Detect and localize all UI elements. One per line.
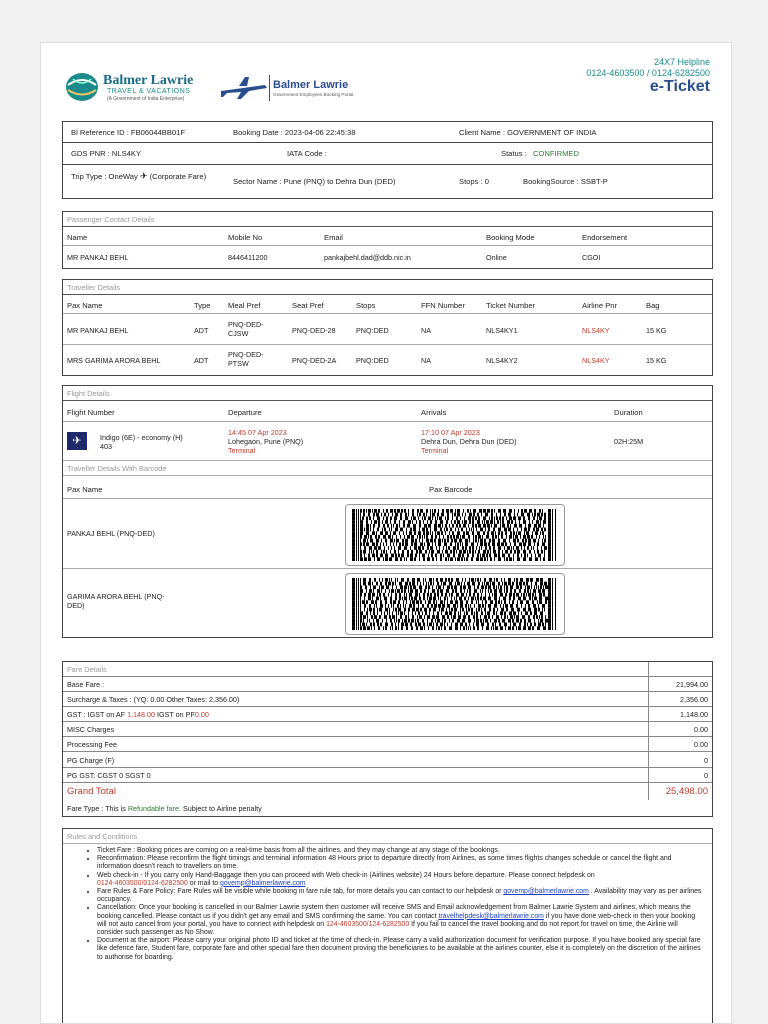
trav-header-ffn: FFN Number bbox=[421, 301, 465, 310]
airline-name: Indigo (6E) - economy (H) bbox=[100, 433, 183, 442]
contact-mobile: 8446411200 bbox=[228, 253, 268, 262]
balmer-travel-logo bbox=[65, 71, 215, 105]
contact-title: Passenger Contact Details bbox=[67, 215, 155, 224]
status-label: Status : bbox=[501, 149, 527, 158]
logo1-tagline: (A Government of India Enterprise) bbox=[107, 96, 185, 102]
logo1-name: Balmer Lawrie bbox=[103, 73, 194, 88]
trav-header-seat: Seat Pref bbox=[292, 301, 324, 310]
rule-ticket-fare: • Ticket Fare : Booking prices are coming on a real-time basis from all the airlines, and they may change at any stage of the bookings. bbox=[97, 847, 704, 855]
logo2-sub: Government Employees Booking Portal bbox=[273, 92, 354, 97]
barcode-pax-2: GARIMA ARORA BEHL (PNQ-DED) bbox=[67, 592, 165, 610]
surcharge-value: 2,356.00 bbox=[680, 695, 708, 704]
helpline-numbers: 0124-4603500 / 0124-6282500 bbox=[586, 68, 710, 78]
booking-ref-row bbox=[62, 121, 713, 143]
client-name: Client Name : GOVERNMENT OF INDIA bbox=[459, 128, 597, 137]
document-title: e-Ticket bbox=[649, 78, 710, 95]
rule-fare-policy: • Fare Rules & Fare Policy: Fare Rules will be visible while booking in fare rule tab, for more details you can contact to our helpdesk or govemp@balmerlawrie.com . Availability may vary as per airlines occupancy. bbox=[97, 888, 704, 904]
trip-type: Trip Type : OneWay ✈ (Corporate Fare) bbox=[71, 171, 207, 181]
rules-section bbox=[62, 828, 713, 1023]
table-row: MR PANKAJ BEHL ADT PNQ-DED-CJSW PNQ-DED-28 PNQ:DED NA NLS4KY1 NLS4KY 15 KG bbox=[67, 320, 667, 338]
base-fare-value: 21,994.00 bbox=[676, 680, 708, 689]
contact-endorsement: CGOI bbox=[582, 253, 601, 262]
trav-header-type: Type bbox=[194, 301, 211, 310]
arrival-terminal: Terminal bbox=[421, 446, 449, 455]
trav-header-stops: Stops bbox=[356, 301, 376, 310]
gds-row bbox=[62, 143, 713, 165]
arrival-time: 17:10 07 Apr 2023 bbox=[421, 428, 480, 437]
gst-value: 1,148.00 bbox=[680, 710, 708, 719]
boarding-barcode-1 bbox=[345, 504, 565, 566]
rule-reconfirmation: • Reconfirmation: Please reconfirm the flight timings and terminal information 48 Hours prior to departure directly from Airlines, as some times flights changes schedule or cancel the flight and information doesn't reach to travellers on time. bbox=[97, 855, 704, 871]
contact-name: MR PANKAJ BEHL bbox=[67, 253, 129, 262]
travelhelpdesk-mail-link[interactable]: travelhelpdesk@balmerlawrie.com bbox=[438, 912, 544, 920]
boarding-barcode-2 bbox=[345, 573, 565, 635]
govemp-mail-link-2[interactable]: govemp@balmerlawrie.com bbox=[503, 888, 589, 896]
flight-duration: 02H:25M bbox=[614, 437, 644, 446]
gst-label: GST : IGST on AF 1,148.00 IGST on PF0.00 bbox=[67, 710, 209, 719]
barcode-pax-1: PANKAJ BEHL (PNQ-DED) bbox=[67, 529, 155, 538]
departure-place: Lohegaon, Pune (PNQ) bbox=[228, 437, 304, 446]
contact-section bbox=[62, 211, 713, 269]
balmer-portal-logo bbox=[219, 75, 369, 105]
traveller-title: Traveller Details bbox=[67, 283, 121, 292]
traveller-section bbox=[62, 279, 713, 376]
flight-number: 403 bbox=[100, 442, 112, 451]
fare-section: Fare Details Base Fare : 21,994.00 Surcharge & Taxes : (YQ: 0.00 Other Taxes: 2,356.00) 2,356.00 GST : IGST on AF 1,148.00 IGST on PF0.00 1,148.00 MISC Charges 0.00 Processing Fee 0.00 PG Charge (F) 0 PG GST: CGST 0 SGST 0 0 Grand Total 25,498.00 Fare Type : This is Refundable fare. Subject to Airline penalty bbox=[62, 661, 713, 817]
fare-type: Fare Type : This is Refundable fare. Subject to Airline penalty bbox=[67, 804, 262, 813]
departure-time: 14:45 07 Apr 2023 bbox=[228, 428, 287, 437]
contact-header-email: Email bbox=[324, 233, 343, 242]
airline-logo-icon: ✈ bbox=[67, 432, 87, 450]
barcode-header-pax: Pax Name bbox=[67, 485, 103, 494]
rule-documents: • Document at the airport: Please carry your original photo ID and ticket at the time of check-in. Please carry a valid authorization document for verification purpose. If you have booked any special fare like defence fare, Student fare, corporate fare and other special fare then document proving the beneficiaries to be available at the airlines counter, else it is completely on the discretion of the airlines to authorise for boarding. bbox=[97, 937, 704, 962]
rules-title: Rules and Conditions bbox=[67, 832, 138, 841]
trip-row bbox=[62, 165, 713, 199]
sector-name: Sector Name : Pune (PNQ) to Dehra Dun (DED) bbox=[233, 177, 396, 186]
logo2-name: Balmer Lawrie bbox=[273, 79, 349, 91]
trav-header-ticket: Ticket Number bbox=[486, 301, 536, 310]
contact-header-mode: Booking Mode bbox=[486, 233, 535, 242]
rule-web-checkin: • Web check-in - If you carry only Hand-Baggage then you can proceed with Web check-in (Airlines website) 24 Hours before departure. Please connect helpdesk on 0124-4603500/0124-6282500 or mail to govemp@balmerlawrie.com bbox=[97, 872, 704, 888]
globe-logo-icon bbox=[65, 71, 99, 103]
pg-gst-value: 0 bbox=[704, 771, 708, 780]
flight-header-duration: Duration bbox=[614, 408, 643, 417]
iata-code: IATA Code : bbox=[287, 149, 327, 158]
trav-header-airline-pnr: Airline Pnr bbox=[582, 301, 618, 310]
logo1-sub: TRAVEL & VACATIONS bbox=[107, 88, 191, 95]
trav-header-meal: Meal Pref bbox=[228, 301, 261, 310]
rule-cancellation: • Cancellation: Once your booking is cancelled in our Balmer Lawrie system then customer will receive SMS and Email acknowledgement from Balmer Lawrie System and airlines, which means the booking cancelled. Please contact us if you didn't get any email and SMS confirming the same. You can contact travelhelpdesk@balmerlawrie.com if you have done web-check in then your booking will not auto cancel from your portal, you have to connect with helpdesk on 124-4603500/124-6282500 If you fail to cancel the travel booking and do not report for travel on time, the Airline will consider such passenger as No Show. bbox=[97, 904, 704, 937]
contact-header-endorsement: Endorsement bbox=[582, 233, 628, 242]
gds-pnr: GDS PNR : NLS4KY bbox=[71, 149, 142, 158]
contact-email: pankajbehl.dad@ddb.nic.in bbox=[324, 253, 411, 262]
departure-terminal: Terminal bbox=[228, 446, 256, 455]
bl-reference: Bl Reference ID : FB06044BB01F bbox=[71, 128, 185, 137]
table-row: MRS GARIMA ARORA BEHL ADT PNQ-DED-PTSW PNQ-DED-2A PNQ:DED NA NLS4KY2 NLS4KY 15 KG bbox=[67, 350, 667, 368]
fare-title: Fare Details bbox=[67, 665, 107, 674]
flight-section bbox=[62, 385, 713, 638]
contact-mode: Online bbox=[486, 253, 507, 262]
processing-value: 0.00 bbox=[694, 740, 708, 749]
barcode-title: Traveller Details With Barcode bbox=[67, 464, 167, 473]
misc-value: 0.00 bbox=[694, 725, 708, 734]
status-badge: CONFIRMED bbox=[533, 149, 579, 158]
trav-header-pax: Pax Name bbox=[67, 301, 103, 310]
booking-date: Booking Date : 2023-04-06 22:45:38 bbox=[233, 128, 356, 137]
flight-header-number: Flight Number bbox=[67, 408, 115, 417]
stops: Stops : 0 bbox=[459, 177, 489, 186]
airplane-icon: ✈ bbox=[139, 171, 148, 181]
contact-header-mobile: Mobile No bbox=[228, 233, 263, 242]
eticket-page bbox=[40, 42, 732, 1024]
grand-total-label: Grand Total bbox=[67, 786, 116, 797]
helpline-label: 24X7 Helpline bbox=[653, 57, 710, 67]
flight-header-departure: Departure bbox=[228, 408, 262, 417]
booking-source: BookingSource : SSBT-P bbox=[523, 177, 608, 186]
airplane-logo-icon bbox=[219, 75, 269, 101]
govemp-mail-link[interactable]: govemp@balmerlawrie.com bbox=[220, 879, 306, 887]
barcode-header-barcode: Pax Barcode bbox=[429, 485, 473, 494]
flight-title: Flight Details bbox=[67, 389, 110, 398]
arrival-place: Dehra Dun, Dehra Dun (DED) bbox=[421, 437, 517, 446]
grand-total-value: 25,498.00 bbox=[665, 786, 708, 797]
contact-header-name: Name bbox=[67, 233, 88, 242]
trav-header-bag: Bag bbox=[646, 301, 660, 310]
flight-header-arrivals: Arrivals bbox=[421, 408, 447, 417]
pg-charge-value: 0 bbox=[704, 756, 708, 765]
